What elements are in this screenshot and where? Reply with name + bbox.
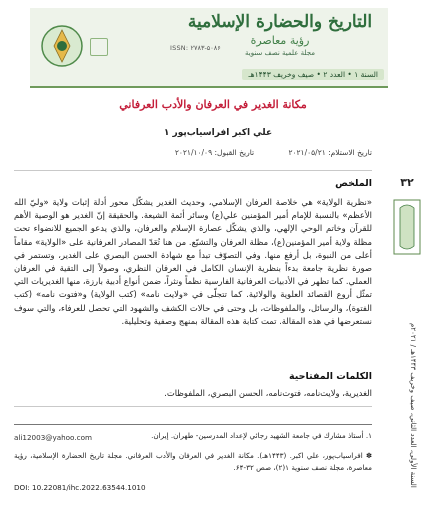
abstract-heading: الملخص (335, 178, 372, 189)
article-dates (92, 148, 372, 157)
journal-description: مجلة علمية نصف سنوية (245, 49, 315, 57)
sidebar-issue-text: السنة الأولى، العدد الثاني، صيف وخريف ۱۴۴۳هـ / ۲۰۲۱م (409, 323, 417, 488)
doi-link[interactable]: DOI: 10.22081/ihc.2022.63544.1010 (14, 483, 146, 492)
date-received: تاريخ الاستلام: ۲۰۲۱/۰۵/۲۱ (288, 148, 372, 157)
side-logo-icon (392, 198, 422, 256)
divider (14, 406, 372, 407)
header-emblem-icon (90, 38, 108, 56)
journal-title: التاريخ والحضارة الإسلامية (187, 12, 373, 32)
author-email[interactable]: ali12003@yahoo.com (14, 433, 92, 442)
article-author: علي اكبر افراسياب‌پور ۱ (163, 128, 273, 138)
abstract-text: «نظرية الولاية» هي خلاصة العرفان الإسلامي، وحديث الغدير يشكّل محور أدلة إثبات ولاية «وليّ الله الأعظم» بالنسبة للإمام أمير المؤمنين علي(ع) وسائر أئمة الشيعة. والحقيقة إنّ الغدير هو الوصية الأهم للقرآن وخاتم الوحي الإلهي، والذي يشكّل عصارة الإسلام والعرفان، والذي يدعو الجميع للانضواء تحت مظلة ولاية أمير المؤمنين(ع)، مظلة العرفان والتشيّع. من هنا تُعَدّ المصادر العرفانية على «الولاية» مقاماً أعلى من النبوة، بل أرفع منها. وفي التصوّف تبدأ مع شهادة الحسن البصري على الغدير، وتستمر في صورة نظرية جامعة بدءاً بنظرية الإنسان الكامل في العرفان النظري، وصولاً إلى التقية في العرفان العملي. كما تظهر في الأدبيات العرفانية الفارسية نظماً ونثراً، ضمن أنواع أدبية بارزة، منها الغديريات التي تمثّل أروع القصائد العلوية والولائية. كما تتجلّى في «ولايت نامه» (كتب الولاية) و«فتوت نامه» (كتب الفتوة)، والرسائل، والملفوظات، بل وحتى في حالات الكشف والشهود التي تحصل للعرفاء، والتي سوف نستعرضها في هذه المقالة. تمت كتابة هذه المقالة بمنهج وصفية وتحليلية. (14, 197, 372, 326)
journal-logo-icon (40, 24, 84, 68)
divider (14, 170, 372, 171)
journal-subtitle: رؤية معاصرة (250, 34, 310, 47)
footnote-rule (14, 424, 372, 425)
journal-header (30, 8, 388, 88)
footnote-affiliation: ۱. أستاذ مشارك في جامعة الشهيد رجائي لإعداد المدرسين- طهران. إيران. (151, 431, 372, 440)
citation-note: ✽ افراسیاب‌پور، علي اكبر. (۱۴۴۳هـ). مكانة الغدير في العرفان والأدب العرفاني. مجلة تاريخ الحضارة الإسلامية، رؤية معاصرة، مجلة نصف سنوية ۱(۲)، صص ۳۲-۶۴. (14, 451, 372, 472)
keywords-heading: الكلمات المفتاحية (289, 371, 372, 382)
page-number: ۳۲ (400, 176, 414, 189)
keywords-text: الغديرية، ولايت‌نامه، فتوت‌نامه، الحسن البصري، الملفوظات. (164, 388, 372, 398)
article-title: مكانة الغدير في العرفان والأدب العرفاني (119, 98, 307, 111)
issn: ISSN: ۲۷۸۳-۵۰۸۶ (170, 44, 221, 52)
issue-line: السنة ۱ • العدد ۲ • صيف وخريف ۱۴۴۳هـ (242, 69, 384, 80)
date-accepted: تاريخ القبول: ۲۰۲۱/۱۰/۰۹ (174, 148, 255, 157)
